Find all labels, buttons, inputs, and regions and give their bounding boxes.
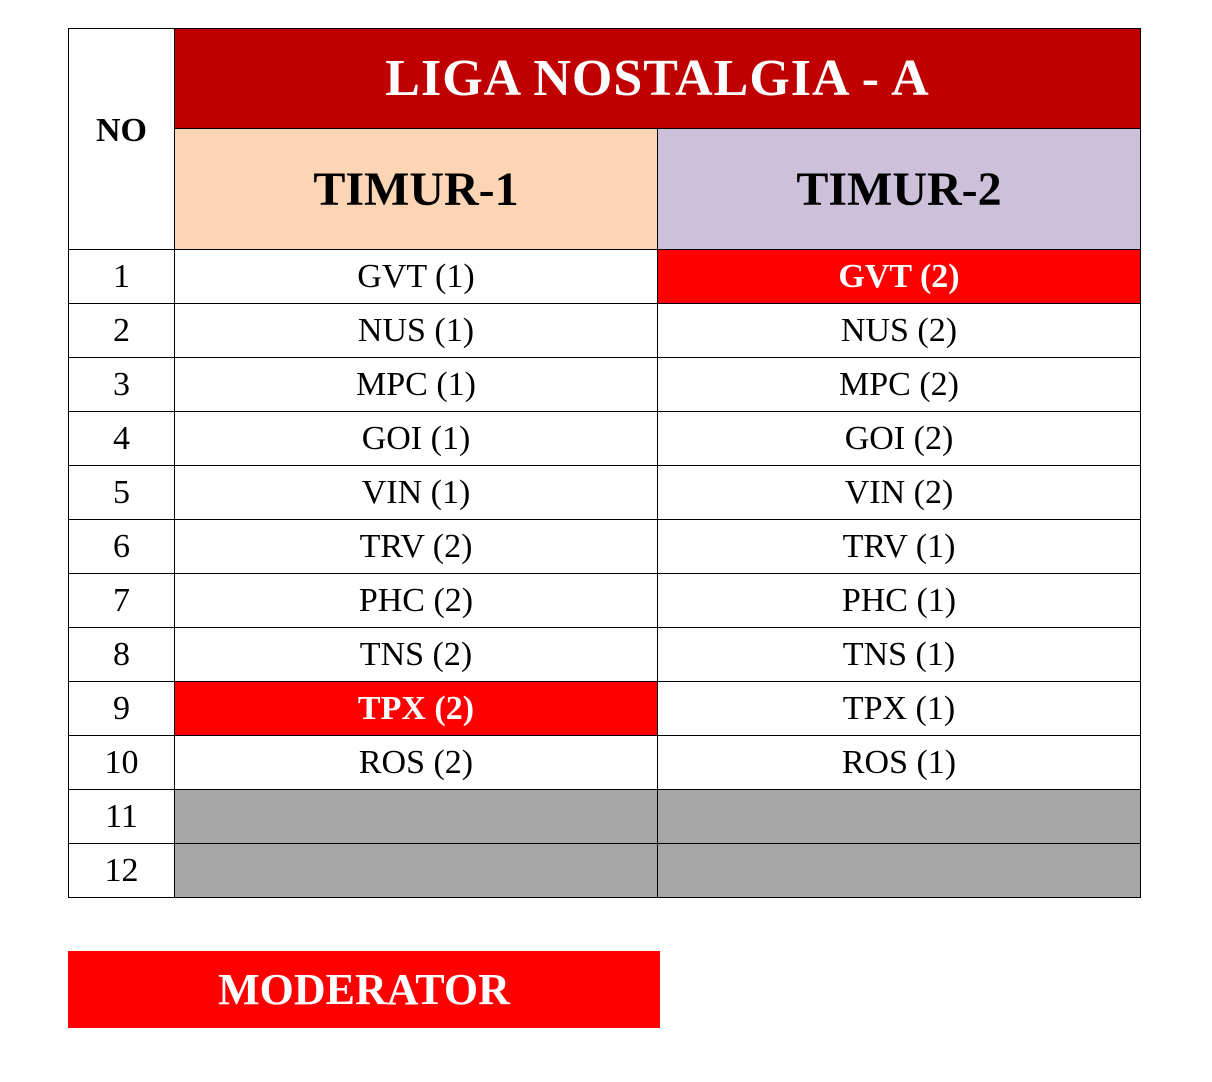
table-row (69, 628, 1141, 682)
team1-cell: MPC (1) (175, 358, 658, 412)
table-row (69, 736, 1141, 790)
row-number: 7 (69, 574, 175, 628)
table-row (69, 412, 1141, 466)
team1-cell-highlighted: TPX (2) (175, 682, 658, 736)
team2-cell: ROS (1) (658, 736, 1141, 790)
table-row (69, 844, 1141, 898)
team2-cell: TPX (1) (658, 682, 1141, 736)
row-number: 10 (69, 736, 175, 790)
team2-header: TIMUR-2 (658, 129, 1141, 250)
team2-cell: TRV (1) (658, 520, 1141, 574)
row-number: 5 (69, 466, 175, 520)
moderator-banner: MODERATOR (68, 951, 660, 1028)
team1-cell: NUS (1) (175, 304, 658, 358)
table-row (69, 574, 1141, 628)
team1-cell-empty (175, 844, 658, 898)
row-number: 11 (69, 790, 175, 844)
no-column-header: NO (69, 29, 175, 250)
team2-cell: PHC (1) (658, 574, 1141, 628)
team2-cell-empty (658, 790, 1141, 844)
table-row (69, 358, 1141, 412)
team1-cell: TNS (2) (175, 628, 658, 682)
table-row (69, 304, 1141, 358)
team1-cell: GVT (1) (175, 250, 658, 304)
team2-cell: GOI (2) (658, 412, 1141, 466)
row-number: 3 (69, 358, 175, 412)
team2-cell: NUS (2) (658, 304, 1141, 358)
table-row (69, 682, 1141, 736)
team1-cell: TRV (2) (175, 520, 658, 574)
team1-cell-empty (175, 790, 658, 844)
row-number: 2 (69, 304, 175, 358)
table-row (69, 250, 1141, 304)
row-number: 8 (69, 628, 175, 682)
team1-cell: PHC (2) (175, 574, 658, 628)
team2-cell: VIN (2) (658, 466, 1141, 520)
row-number: 1 (69, 250, 175, 304)
row-number: 9 (69, 682, 175, 736)
team2-cell-empty (658, 844, 1141, 898)
team1-cell: ROS (2) (175, 736, 658, 790)
league-table (68, 28, 1141, 898)
team1-cell: VIN (1) (175, 466, 658, 520)
table-row (69, 790, 1141, 844)
row-number: 4 (69, 412, 175, 466)
league-title: LIGA NOSTALGIA - A (175, 29, 1141, 129)
team1-cell: GOI (1) (175, 412, 658, 466)
table-row (69, 520, 1141, 574)
table-row (69, 466, 1141, 520)
team1-header: TIMUR-1 (175, 129, 658, 250)
row-number: 12 (69, 844, 175, 898)
team2-cell: MPC (2) (658, 358, 1141, 412)
team2-cell: TNS (1) (658, 628, 1141, 682)
team2-cell-highlighted: GVT (2) (658, 250, 1141, 304)
row-number: 6 (69, 520, 175, 574)
